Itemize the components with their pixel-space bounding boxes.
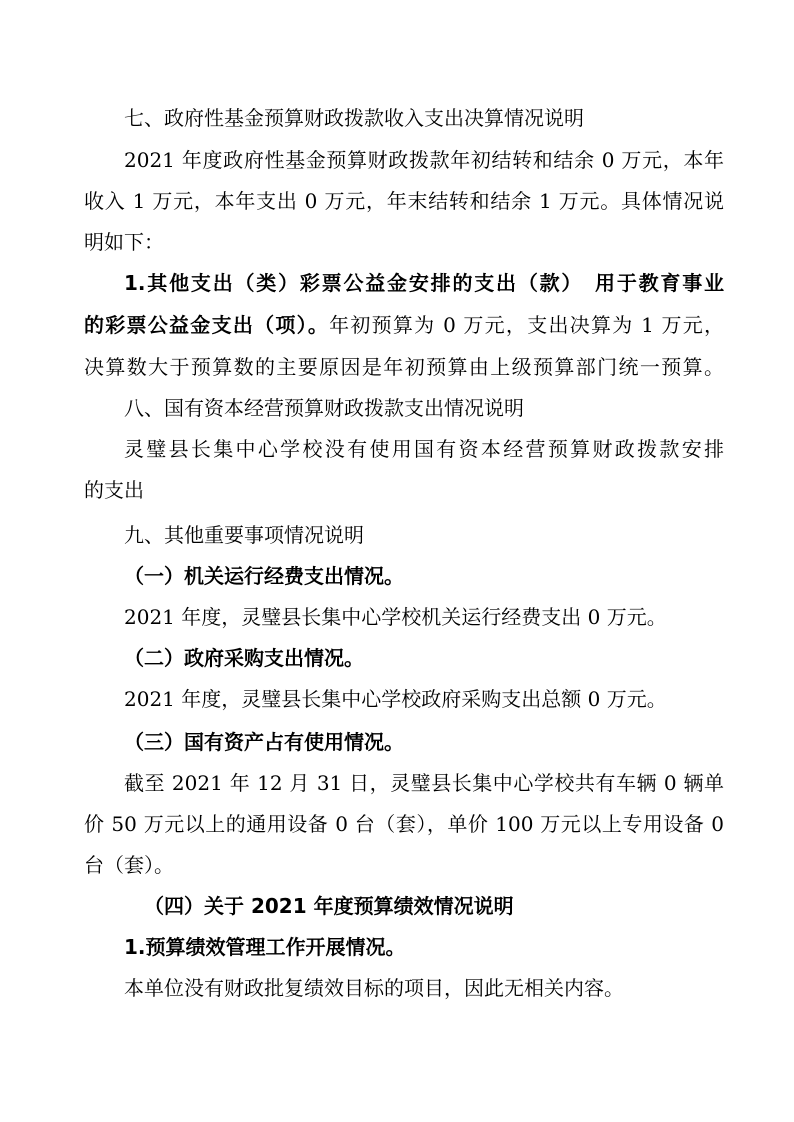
section-7-para-line-3: 明如下： [84, 230, 164, 254]
section-9-heading: 九、其他重要事项情况说明 [124, 523, 364, 547]
section-8-para-line-1: 灵璧县长集中心学校没有使用国有资本经营预算财政拨款安排 [124, 437, 724, 461]
section-8-heading: 八、国有资本经营预算财政拨款支出情况说明 [124, 396, 524, 420]
subsection-3-text-line-3: 台（套）。 [84, 853, 174, 877]
subsection-1-title: （一）机关运行经费支出情况。 [124, 564, 404, 588]
section-7-item-1-line-2 [84, 310, 724, 340]
section-7-item-1-line-3: 决算数大于预算数的主要原因是年初预算由上级预算部门统一预算。 [84, 355, 724, 379]
section-8-para-line-2: 的支出 [84, 478, 144, 502]
subsection-4-title: （四）关于 2021 年度预算绩效情况说明 [144, 894, 514, 918]
section-7-para-line-1: 2021 年度政府性基金预算财政拨款年初结转和结余 0 万元，本年 [124, 148, 724, 172]
subsection-1-text: 2021 年度，灵璧县长集中心学校机关运行经费支出 0 万元。 [124, 605, 667, 629]
subsection-3-text-line-1: 截至 2021 年 12 月 31 日，灵璧县长集中心学校共有车辆 0 辆单 [124, 771, 724, 795]
subsection-4-item-1-text: 本单位没有财政批复绩效目标的项目，因此无相关内容。 [124, 976, 624, 1000]
subsection-3-text-line-2: 价 50 万元以上的通用设备 0 台（套），单价 100 万元以上专用设备 0 [84, 812, 724, 836]
section-7-para-line-2: 收入 1 万元，本年支出 0 万元，年末结转和结余 1 万元。具体情况说 [84, 189, 724, 213]
subsection-2-title: （二）政府采购支出情况。 [124, 646, 364, 670]
section-7-item-1-rest: 年初预算为 0 万元，支出决算为 1 万元， [329, 313, 724, 337]
subsection-2-text: 2021 年度，灵璧县长集中心学校政府采购支出总额 0 万元。 [124, 687, 667, 711]
subsection-4-item-1-title: 1.预算绩效管理工作开展情况。 [124, 935, 406, 959]
subsection-3-title: （三）国有资产占有使用情况。 [124, 730, 404, 754]
section-7-item-1-bold-part: 的彩票公益金支出（项）。 [84, 313, 330, 337]
section-7-heading: 七、政府性基金预算财政拨款收入支出决算情况说明 [124, 106, 584, 130]
section-7-item-1-line-1: 1.其他支出（类）彩票公益金安排的支出（款） 用于教育事业 [124, 271, 724, 295]
